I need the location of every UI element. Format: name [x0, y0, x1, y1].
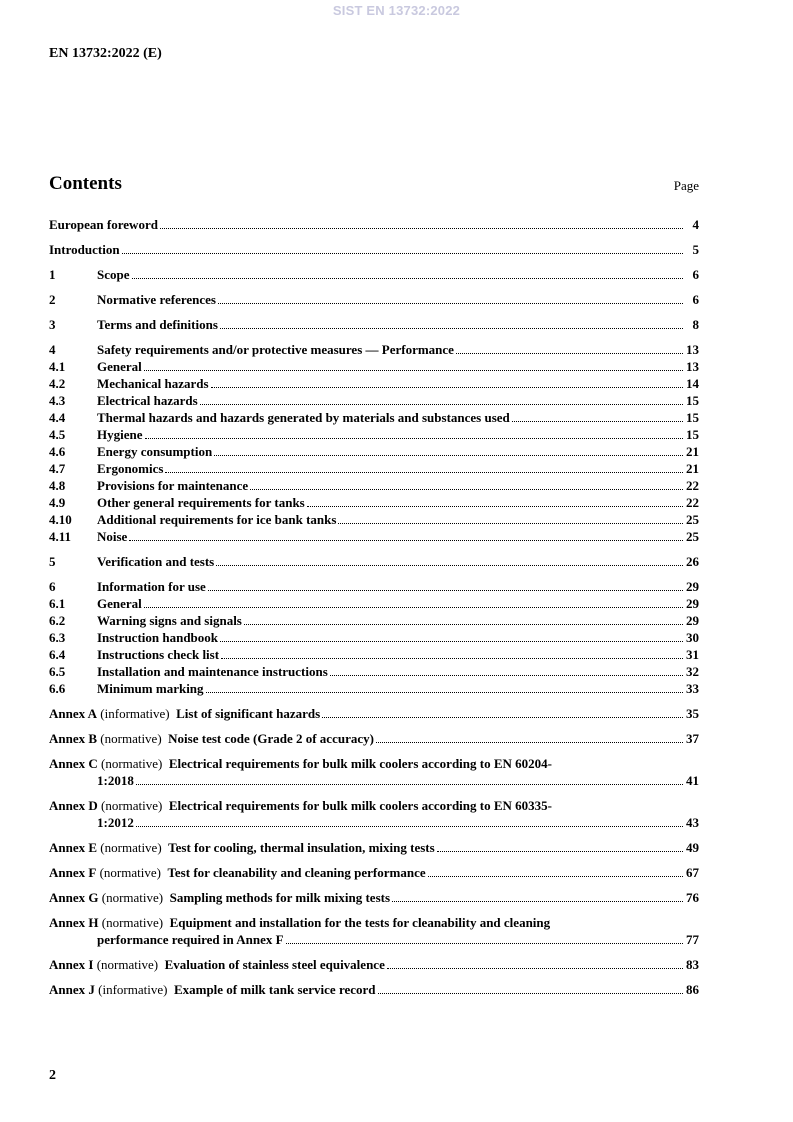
toc-entry-page: 21	[686, 444, 699, 459]
annex-title: Electrical requirements for bulk milk coolers according to EN 60204-	[168, 756, 552, 771]
annex-label: Annex J	[49, 982, 95, 997]
dot-leader	[378, 993, 683, 994]
toc-entry-foreword[interactable]	[49, 216, 699, 233]
toc-entry-title: Minimum marking	[97, 681, 204, 696]
dot-leader	[206, 692, 683, 693]
toc-entry-page: 8	[692, 317, 699, 332]
toc-entry-title: European foreword	[49, 217, 158, 232]
toc-entry-6[interactable]	[49, 578, 699, 595]
toc-entry-title: General	[97, 359, 142, 374]
annex-title: Equipment and installation for the tests for cleanability and cleaning	[169, 915, 551, 930]
toc-entry-6-3[interactable]	[49, 629, 699, 646]
toc-entry-title: Thermal hazards and hazards generated by materials and substances used	[97, 410, 510, 425]
dot-leader	[144, 607, 683, 608]
toc-entry-page: 15	[686, 427, 699, 442]
annex-title: Sampling methods for milk mixing tests	[169, 890, 391, 905]
toc-entry-page: 29	[686, 596, 699, 611]
toc-entry-title: Warning signs and signals	[97, 613, 242, 628]
toc-entry-page: 49	[686, 840, 699, 855]
annex-label: Annex B	[49, 731, 98, 746]
toc-annex-f[interactable]	[49, 864, 699, 881]
toc-entry-title: Noise	[97, 529, 128, 544]
toc-entry-6-4[interactable]	[49, 646, 699, 663]
toc-entry-title: Scope	[97, 267, 130, 282]
toc-entry-4-1[interactable]	[49, 358, 699, 375]
annex-label: Annex A	[49, 706, 98, 721]
annex-title: Evaluation of stainless steel equivalence	[164, 957, 385, 972]
toc-annex-h[interactable]	[49, 914, 699, 948]
toc-entry-page: 76	[686, 890, 699, 905]
toc-entry-page: 29	[686, 579, 699, 594]
toc-entry-title: Installation and maintenance instructions	[97, 664, 328, 679]
dot-leader	[160, 228, 683, 229]
annex-title-continuation: 1:2012	[97, 815, 134, 830]
dot-leader	[376, 742, 683, 743]
toc-entry-page: 5	[692, 242, 699, 257]
toc-entry-page: 15	[686, 410, 699, 425]
dot-leader	[122, 253, 683, 254]
toc-entry-number: 6.4	[49, 647, 66, 662]
toc-entry-page: 22	[686, 495, 699, 510]
toc-entry-title: Provisions for maintenance	[97, 478, 249, 493]
toc-entry-4-6[interactable]	[49, 443, 699, 460]
toc-entry-number: 4.7	[49, 461, 66, 476]
dot-leader	[338, 523, 683, 524]
toc-annex-d[interactable]	[49, 797, 699, 831]
toc-entry-4-8[interactable]	[49, 477, 699, 494]
toc-entry-page: 15	[686, 393, 699, 408]
annex-label: Annex F	[49, 865, 97, 880]
dot-leader	[211, 387, 683, 388]
dot-leader	[200, 404, 683, 405]
toc-entry-number: 4.9	[49, 495, 66, 510]
dot-leader	[307, 506, 683, 507]
toc-entry-title: Instruction handbook	[97, 630, 219, 645]
annex-label: Annex C	[49, 756, 98, 771]
annex-type: (normative)	[101, 915, 164, 930]
annex-label: Annex G	[49, 890, 99, 905]
annex-title: Test for cleanability and cleaning performance	[167, 865, 426, 880]
toc-entry-title: General	[97, 596, 142, 611]
toc-entry-title: Energy consumption	[97, 444, 213, 459]
dot-leader	[145, 438, 684, 439]
toc-entry-title: Mechanical hazards	[97, 376, 209, 391]
toc-entry-page: 41	[686, 773, 699, 788]
dot-leader	[136, 784, 683, 785]
toc-entry-page: 25	[686, 529, 699, 544]
toc-entry-4-2[interactable]	[49, 375, 699, 392]
toc-entry-4-9[interactable]	[49, 494, 699, 511]
toc-entry-page: 21	[686, 461, 699, 476]
dot-leader	[250, 489, 683, 490]
dot-leader	[214, 455, 683, 456]
toc-entry-4-4[interactable]	[49, 409, 699, 426]
toc-entry-number: 4.2	[49, 376, 66, 391]
toc-entry-introduction[interactable]	[49, 241, 699, 258]
toc-entry-page: 31	[686, 647, 699, 662]
watermark: SIST EN 13732:2022	[332, 3, 461, 18]
toc-entry-6-1[interactable]	[49, 595, 699, 612]
annex-title: Test for cooling, thermal insulation, mixing tests	[168, 840, 435, 855]
toc-entry-page: 25	[686, 512, 699, 527]
toc-entry-title: Other general requirements for tanks	[97, 495, 305, 510]
toc-entry-number: 4.8	[49, 478, 66, 493]
toc-entry-number: 4.5	[49, 427, 66, 442]
toc-entry-title: Additional requirements for ice bank tanks	[97, 512, 337, 527]
toc-entry-page: 22	[686, 478, 699, 493]
toc-entry-page: 29	[686, 613, 699, 628]
toc-entry-page: 6	[692, 267, 699, 282]
toc-entry-page: 4	[692, 217, 699, 232]
toc-entry-page: 13	[686, 342, 699, 357]
toc-entry-page: 26	[686, 554, 699, 569]
toc-annex-a[interactable]	[49, 705, 699, 722]
toc-entry-5[interactable]	[49, 553, 699, 570]
dot-leader	[392, 901, 683, 902]
toc-entry-number: 4.3	[49, 393, 66, 408]
annex-type: (normative)	[99, 865, 161, 880]
annex-label: Annex H	[49, 915, 99, 930]
annex-type: (normative)	[96, 957, 159, 972]
dot-leader	[221, 658, 683, 659]
toc-entry-4-7[interactable]	[49, 460, 699, 477]
dot-leader	[129, 540, 683, 541]
annex-title: List of significant hazards	[176, 706, 321, 721]
toc-entry-number: 5	[49, 554, 56, 569]
page-column-label: Page	[673, 178, 699, 193]
annex-label: Annex I	[49, 957, 94, 972]
annex-label: Annex E	[49, 840, 98, 855]
toc-entry-6-6[interactable]	[49, 680, 699, 697]
dot-leader	[220, 328, 683, 329]
toc-entry-number: 6.3	[49, 630, 66, 645]
dot-leader	[244, 624, 683, 625]
toc-entry-number: 2	[49, 292, 56, 307]
toc-entry-4[interactable]	[49, 341, 699, 358]
annex-title: Noise test code (Grade 2 of accuracy)	[168, 731, 374, 746]
toc-entry-title: Safety requirements and/or protective measures — Performance	[97, 342, 454, 357]
toc-entry-number: 3	[49, 317, 56, 332]
document-id: EN 13732:2022 (E)	[49, 46, 162, 61]
toc-entry-page: 13	[686, 359, 699, 374]
toc-entry-number: 4	[49, 342, 56, 357]
toc-entry-title: Electrical hazards	[97, 393, 198, 408]
toc-entry-number: 4.6	[49, 444, 66, 459]
dot-leader	[216, 565, 683, 566]
annex-type: (informative)	[100, 706, 170, 721]
table-of-contents	[49, 216, 699, 998]
toc-entry-6-2[interactable]	[49, 612, 699, 629]
toc-entry-number: 6	[49, 579, 56, 594]
toc-entry-page: 83	[686, 957, 699, 972]
toc-entry-page: 35	[686, 706, 699, 721]
toc-entry-page: 77	[686, 932, 699, 947]
toc-entry-title: Normative references	[97, 292, 216, 307]
annex-type: (normative)	[100, 731, 162, 746]
annex-label: Annex D	[49, 798, 98, 813]
toc-entry-4-11[interactable]	[49, 528, 699, 545]
dot-leader	[512, 421, 683, 422]
dot-leader	[136, 826, 683, 827]
toc-entry-title: Verification and tests	[97, 554, 215, 569]
dot-leader	[322, 717, 683, 718]
annex-type: (normative)	[100, 840, 162, 855]
toc-entry-title: Terms and definitions	[97, 317, 218, 332]
dot-leader	[165, 472, 683, 473]
toc-entry-6-5[interactable]	[49, 663, 699, 680]
toc-entry-page: 86	[686, 982, 699, 997]
annex-type: (informative)	[98, 982, 168, 997]
toc-annex-e[interactable]	[49, 839, 699, 856]
toc-entry-page: 37	[686, 731, 699, 746]
toc-entry-number: 6.5	[49, 664, 66, 679]
dot-leader	[132, 278, 684, 279]
toc-entry-title: Ergonomics	[97, 461, 164, 476]
toc-entry-2[interactable]	[49, 291, 699, 308]
toc-annex-b[interactable]	[49, 730, 699, 747]
dot-leader	[286, 943, 683, 944]
toc-entry-4-5[interactable]	[49, 426, 699, 443]
dot-leader	[144, 370, 683, 371]
annex-type: (normative)	[101, 890, 164, 905]
annex-title-continuation: performance required in Annex F	[97, 932, 284, 947]
toc-entry-title: Information for use	[97, 579, 206, 594]
dot-leader	[208, 590, 683, 591]
toc-entry-page: 32	[686, 664, 699, 679]
annex-type: (normative)	[101, 798, 163, 813]
dot-leader	[428, 876, 683, 877]
toc-entry-3[interactable]	[49, 316, 699, 333]
annex-title: Example of milk tank service record	[173, 982, 376, 997]
toc-entry-number: 6.2	[49, 613, 66, 628]
dot-leader	[456, 353, 683, 354]
annex-type: (normative)	[101, 756, 163, 771]
toc-entry-number: 4.10	[49, 512, 72, 527]
toc-entry-page: 43	[686, 815, 699, 830]
annex-title-continuation: 1:2018	[97, 773, 134, 788]
contents-title: Contents	[49, 173, 122, 194]
toc-entry-title: Hygiene	[97, 427, 143, 442]
dot-leader	[220, 641, 683, 642]
toc-entry-number: 6.6	[49, 681, 66, 696]
toc-annex-g[interactable]	[49, 889, 699, 906]
toc-entry-number: 6.1	[49, 596, 66, 611]
toc-annex-c[interactable]	[49, 755, 699, 789]
toc-entry-1[interactable]	[49, 266, 699, 283]
toc-annex-j[interactable]	[49, 981, 699, 998]
toc-entry-number: 1	[49, 267, 56, 282]
toc-annex-i[interactable]	[49, 956, 699, 973]
toc-entry-number: 4.11	[49, 529, 72, 544]
toc-entry-4-10[interactable]	[49, 511, 699, 528]
dot-leader	[330, 675, 683, 676]
toc-entry-number: 4.4	[49, 410, 66, 425]
toc-entry-page: 6	[692, 292, 699, 307]
toc-entry-title: Instructions check list	[97, 647, 220, 662]
toc-entry-page: 30	[686, 630, 699, 645]
toc-entry-4-3[interactable]	[49, 392, 699, 409]
dot-leader	[387, 968, 683, 969]
page-number: 2	[49, 1068, 56, 1083]
dot-leader	[218, 303, 683, 304]
toc-entry-title: Introduction	[49, 242, 120, 257]
dot-leader	[437, 851, 683, 852]
toc-entry-page: 14	[686, 376, 699, 391]
toc-entry-page: 67	[686, 865, 699, 880]
annex-title: Electrical requirements for bulk milk coolers according to EN 60335-	[168, 798, 552, 813]
toc-entry-number: 4.1	[49, 359, 66, 374]
toc-entry-page: 33	[686, 681, 699, 696]
